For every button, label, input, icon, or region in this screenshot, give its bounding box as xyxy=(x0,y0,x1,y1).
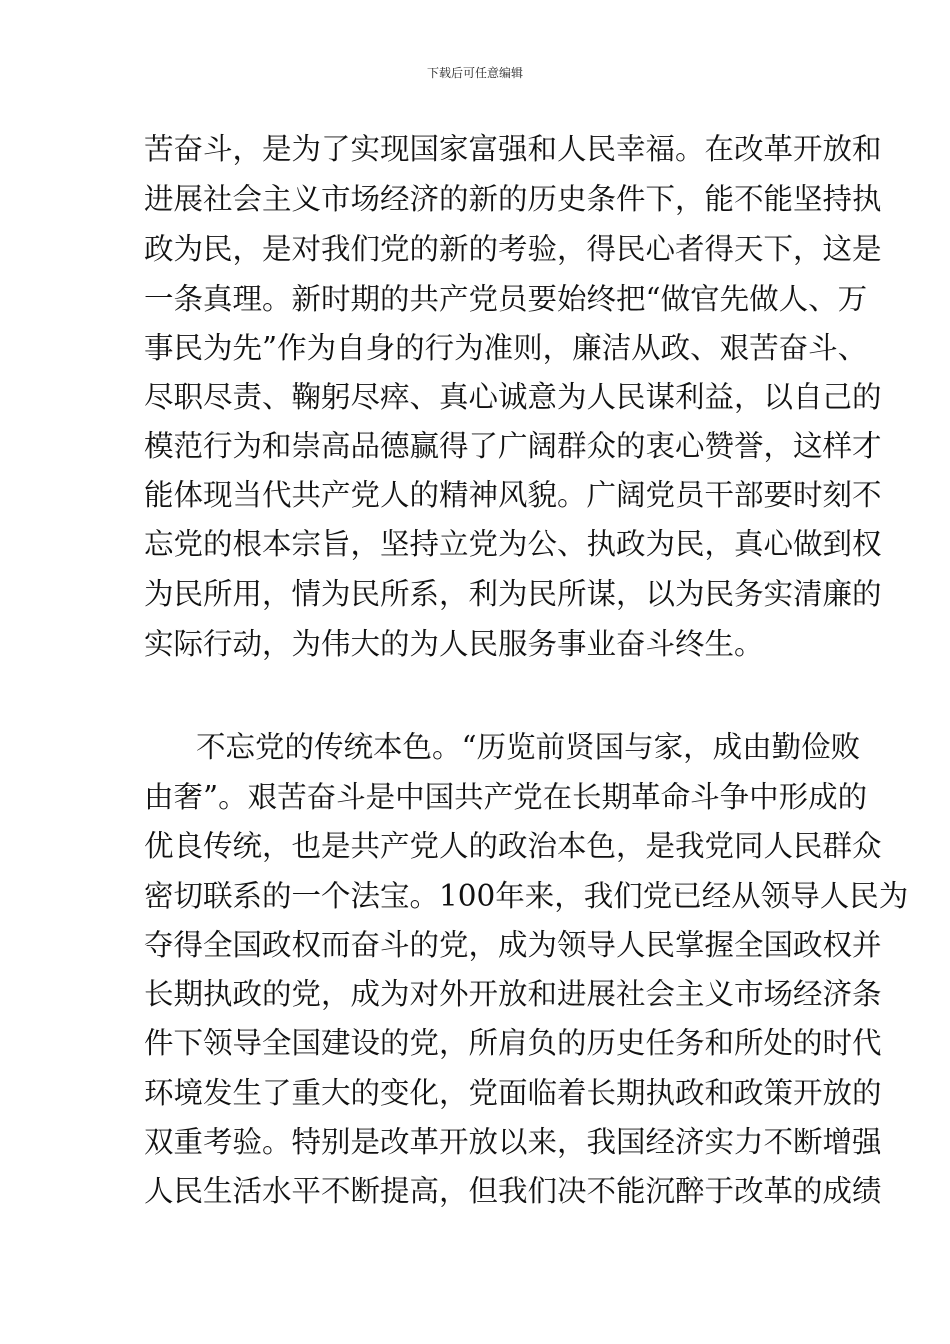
paragraph-2-line: 件下领导全国建设的党，所肩负的历史任务和所处的时代 xyxy=(144,1026,882,1060)
paragraph-2-line: 由奢”。艰苦奋斗是中国共产党在长期革命斗争中形成的 xyxy=(144,780,868,814)
paragraph-1-line: 政为民，是对我们党的新的考验，得民心者得天下，这是 xyxy=(144,232,882,266)
paragraph-1-line: 事民为先”作为自身的行为准则，廉洁从政、艰苦奋斗、 xyxy=(144,331,868,365)
paragraph-1-line: 尽职尽责、鞠躬尽瘁、真心诚意为人民谋利益，以自己的 xyxy=(144,380,882,414)
paragraph-2-line: 人民生活水平不断提高，但我们决不能沉醉于改革的成绩 xyxy=(144,1174,882,1208)
paragraph-1-line: 能体现当代共产党人的精神风貌。广阔党员干部要时刻不 xyxy=(144,478,882,512)
paragraph-2-line: 双重考验。特别是改革开放以来，我国经济实力不断增强 xyxy=(144,1125,882,1159)
paragraph-2-line: 优良传统，也是共产党人的政治本色，是我党同人民群众 xyxy=(144,829,882,863)
paragraph-2-line: 长期执政的党，成为对外开放和进展社会主义市场经济条 xyxy=(144,977,882,1011)
paragraph-2-line: 不忘党的传统本色。“历览前贤国与家，成由勤俭败 xyxy=(196,730,861,764)
paragraph-1-line: 为民所用，情为民所系，利为民所谋，以为民务实清廉的 xyxy=(144,577,882,611)
paragraph-2-line: 环境发生了重大的变化，党面临着长期执政和政策开放的 xyxy=(144,1076,882,1110)
paragraph-1-line: 进展社会主义市场经济的新的历史条件下，能不能坚持执 xyxy=(144,182,882,216)
page-header: 下载后可任意编辑 xyxy=(426,66,523,80)
paragraph-1-line: 苦奋斗，是为了实现国家富强和人民幸福。在改革开放和 xyxy=(144,132,882,166)
paragraph-1-line: 模范行为和崇高品德赢得了广阔群众的衷心赞誉，这样才 xyxy=(144,429,882,463)
paragraph-2-line: 密切联系的一个法宝。100年来，我们党已经从领导人民为 xyxy=(144,879,909,913)
paragraph-1-line: 一条真理。新时期的共产党员要始终把“做官先做人、万 xyxy=(144,282,868,316)
paragraph-1-line: 实际行动，为伟大的为人民服务事业奋斗终生。 xyxy=(144,627,764,661)
paragraph-2-line: 夺得全国政权而奋斗的党，成为领导人民掌握全国政权并 xyxy=(144,928,882,962)
paragraph-1-line: 忘党的根本宗旨，坚持立党为公、执政为民，真心做到权 xyxy=(144,527,882,561)
